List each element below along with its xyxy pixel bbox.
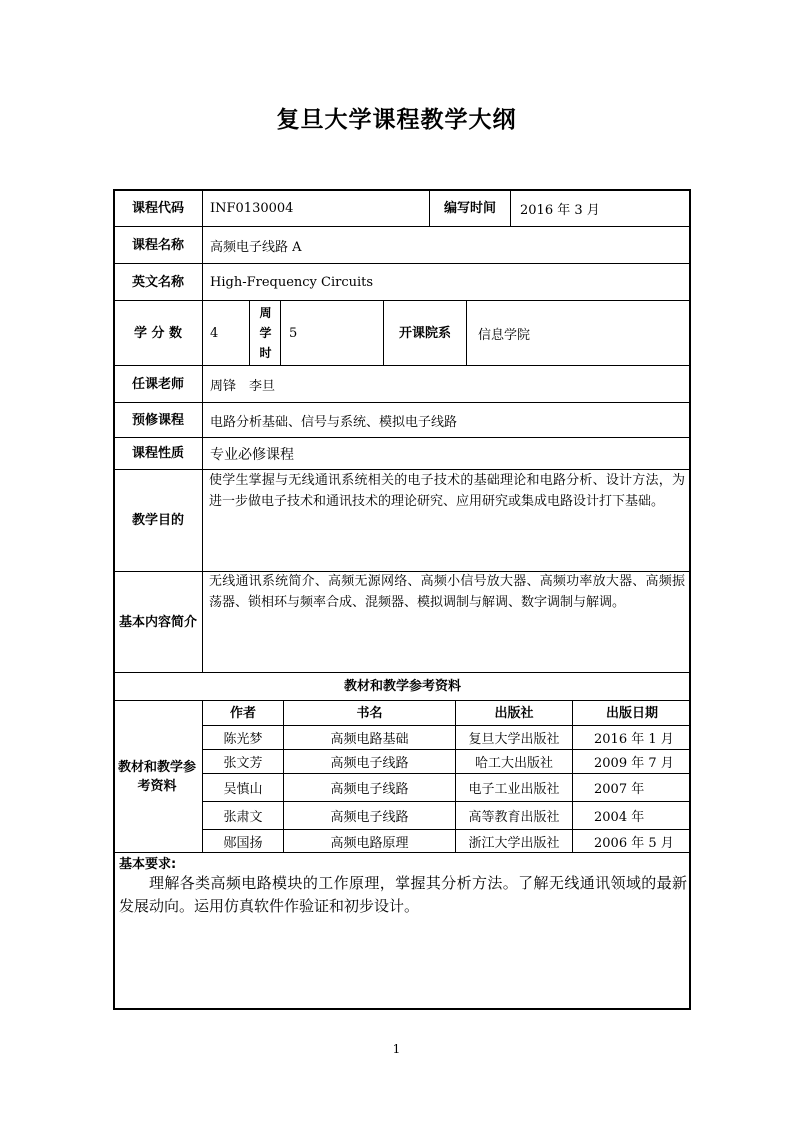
ref-publisher: 哈工大出版社: [474, 756, 553, 771]
course-name-label: 课程名称: [131, 237, 184, 253]
ref-date: 2004 年: [594, 810, 645, 825]
teaching-goal-label: 教学目的: [131, 513, 184, 528]
prerequisite-value: 电路分析基础、信号与系统、模拟电子线路: [210, 414, 458, 430]
page-title: 复旦大学课程教学大纲: [276, 107, 517, 133]
ref-title: 高频电子线路: [330, 810, 409, 825]
references-side-label: 教材和教学参考资料: [118, 759, 197, 794]
prerequisite-label: 预修课程: [131, 412, 184, 428]
department-value: 信息学院: [478, 327, 531, 343]
credit-label: 学 分 数: [133, 325, 183, 341]
ref-publisher: 复旦大学出版社: [468, 732, 560, 747]
ref-date: 2007 年: [594, 782, 645, 797]
page-number: 1: [392, 1042, 401, 1056]
english-name-value: High-Frequency Circuits: [210, 274, 374, 290]
ref-date: 2006 年 5 月: [594, 835, 674, 851]
ref-author: 郧国扬: [223, 835, 263, 851]
course-name-value: 高频电子线路 A: [210, 239, 302, 255]
week-hours-label-char: 周: [259, 306, 272, 320]
ref-author: 吴慎山: [223, 782, 263, 797]
ref-author: 张文芳: [223, 756, 263, 771]
requirements-label: 基本要求:: [119, 857, 177, 872]
course-code-label: 课程代码: [131, 200, 184, 216]
course-code-value: INF0130004: [210, 200, 294, 216]
ref-title: 高频电路原理: [330, 835, 409, 851]
ref-author: 张肃文: [223, 810, 263, 825]
content-summary-text: 无线通讯系统简介、高频无源网络、高频小信号放大器、高频功率放大器、高频振荡器、锁相环与频率合成、混频器、模拟调制与解调、数字调制与解调。: [209, 574, 685, 610]
content-summary-label: 基本内容简介: [118, 614, 197, 630]
ref-header-title: 书名: [356, 705, 383, 721]
week-hours-value: 5: [289, 325, 298, 341]
week-hours-label-char: 学: [259, 326, 272, 340]
english-name-label: 英文名称: [131, 274, 184, 290]
ref-publisher: 浙江大学出版社: [468, 835, 560, 851]
course-nature-label: 课程性质: [131, 446, 184, 461]
date-label: 编写时间: [443, 200, 496, 216]
ref-title: 高频电子线路: [330, 782, 409, 797]
course-nature-value: 专业必修课程: [210, 446, 294, 463]
credit-value: 4: [210, 325, 219, 341]
ref-publisher: 电子工业出版社: [468, 782, 560, 797]
ref-header-author: 作者: [229, 705, 256, 721]
requirements-text: 理解各类高频电路模块的工作原理，掌握其分析方法。了解无线通讯领域的最新发展动向。运用仿真软件作验证和初步设计。: [119, 874, 687, 915]
teaching-goal-text: 使学生掌握与无线通讯系统相关的电子技术的基础理论和电路分析、设计方法，为进一步做电子技术和通讯技术的理论研究、应用研究或集成电路设计打下基础。: [209, 473, 685, 509]
references-section-title: 教材和教学参考资料: [343, 679, 461, 694]
ref-date: 2016 年 1 月: [594, 732, 674, 747]
ref-publisher: 高等教育出版社: [468, 810, 560, 825]
ref-author: 陈光梦: [223, 732, 263, 747]
week-hours-label-char: 时: [259, 346, 272, 360]
ref-date: 2009 年 7 月: [594, 756, 674, 771]
ref-title: 高频电子线路: [330, 756, 409, 771]
teacher-label: 任课老师: [131, 376, 184, 392]
teacher-value: 周锋 李旦: [210, 378, 276, 394]
date-value: 2016 年 3 月: [520, 202, 600, 218]
ref-title: 高频电路基础: [330, 732, 409, 747]
ref-header-date: 出版日期: [605, 705, 658, 721]
ref-header-publisher: 出版社: [494, 705, 534, 721]
department-label: 开课院系: [398, 325, 451, 341]
